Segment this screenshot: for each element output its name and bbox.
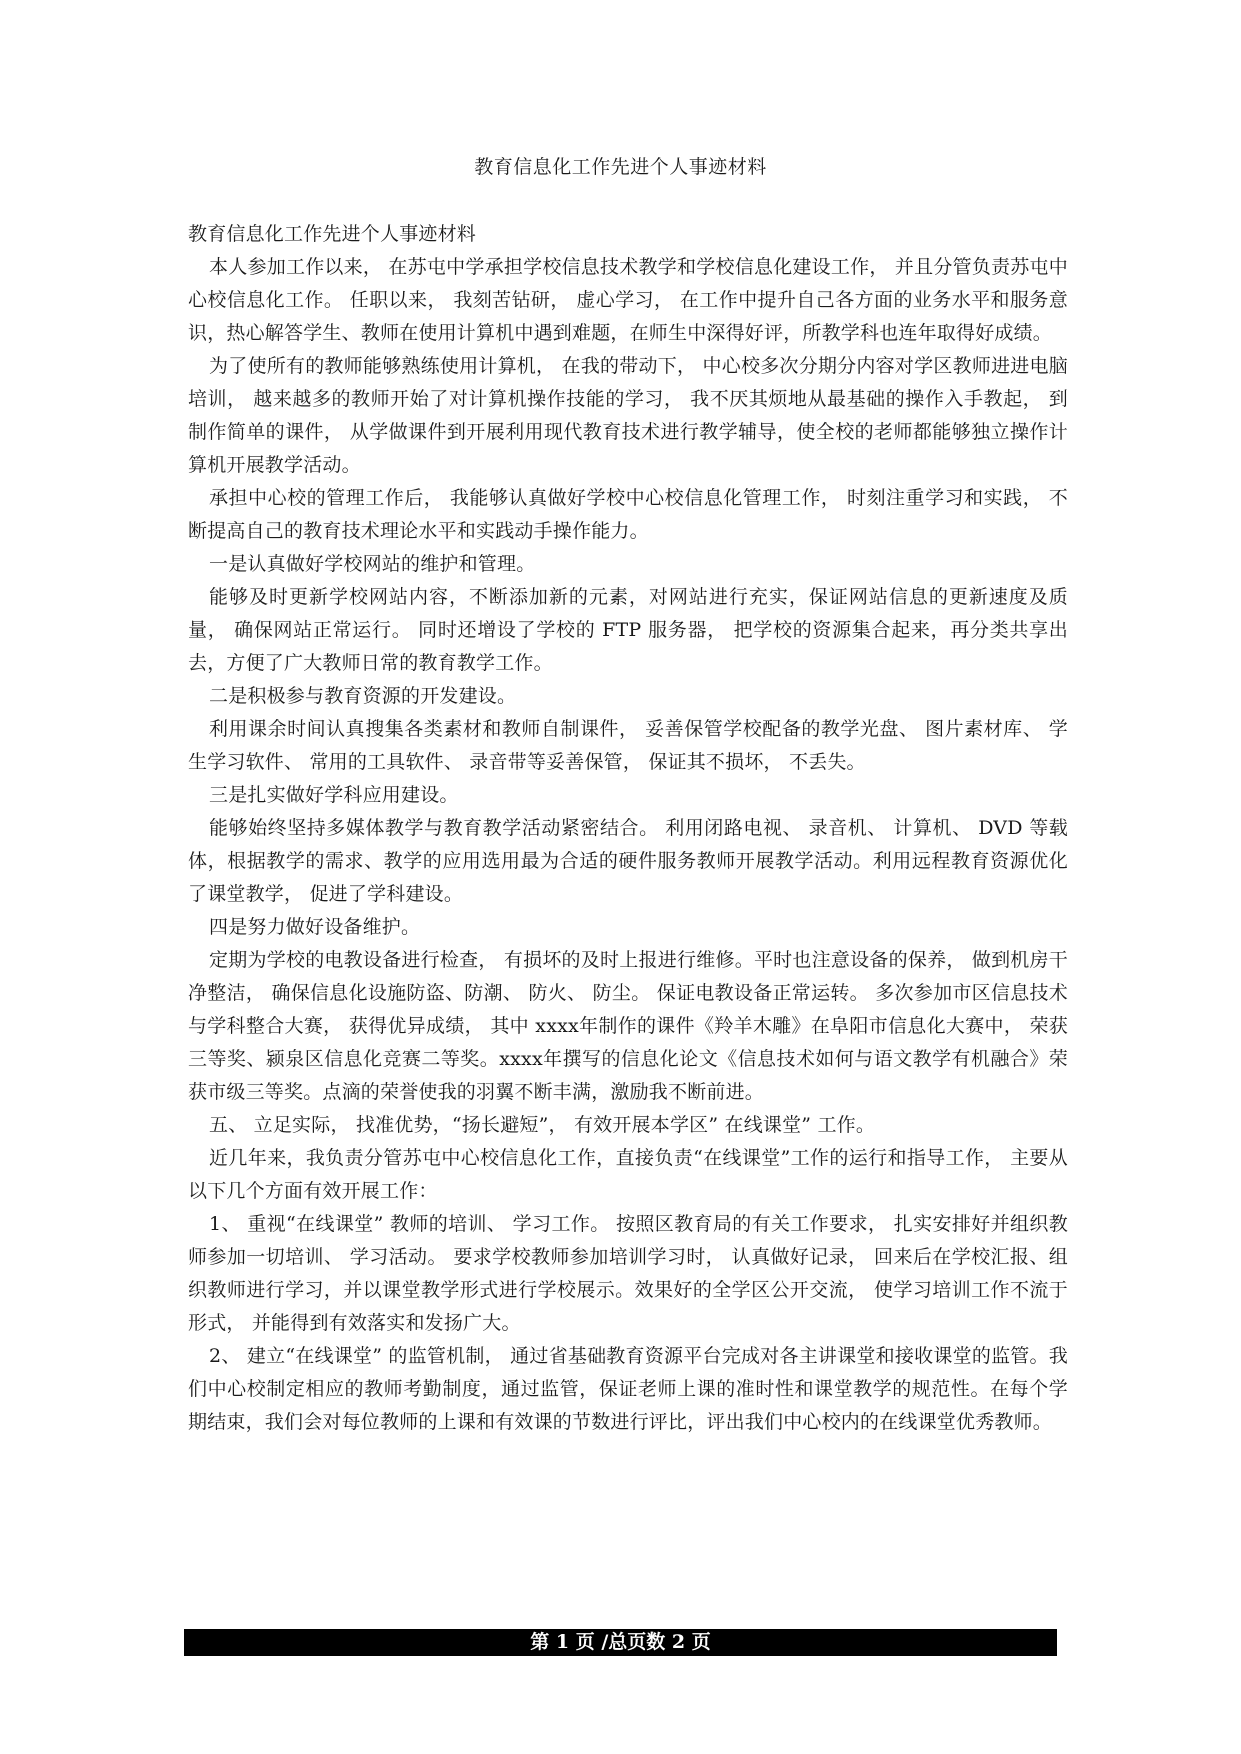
section-heading: 二是积极参与教育资源的开发建设。 <box>209 685 517 707</box>
paragraph: 能够及时更新学校网站内容，不断添加新的元素，对网站进行充实，保证网站信息的更新速度及质量， 确保网站正常运行。 同时还增设了学校的 FTP 服务器， 把学校的资源集合起来，再分类共享出去，方便了广大教师日常的教育教学工作。 <box>188 586 1068 674</box>
page-footer: 第 1 页 /总页数 2 页 <box>184 1629 1057 1656</box>
paragraph: 1、 重视“在线课堂” 教师的培训、 学习工作。 按照区教育局的有关工作要求， 扎实安排好并组织教师参加一切培训、 学习活动。 要求学校教师参加培训学习时， 认真做好记录， 回来后在学校汇报、组织教师进行学习，并以课堂教学形式进行学校展示。效果好的全学区公开交流， 使学习培训工作不流于形式， 并能得到有效落实和发扬广大。 <box>188 1213 1068 1334</box>
section-heading: 三是扎实做好学科应用建设。 <box>209 784 459 806</box>
paragraph: 近几年来，我负责分管苏屯中心校信息化工作，直接负责“在线课堂”工作的运行和指导工作， 主要从以下几个方面有效开展工作： <box>188 1147 1068 1202</box>
paragraph: 本人参加工作以来， 在苏屯中学承担学校信息技术教学和学校信息化建设工作， 并且分管负责苏屯中心校信息化工作。 任职以来， 我刻苦钻研， 虚心学习， 在工作中提升自己各方面的业务水平和服务意识，热心解答学生、教师在使用计算机中遇到难题，在师生中深得好评，所教学科也连年取得好成绩。 <box>188 256 1068 344</box>
paragraph: 利用课余时间认真搜集各类素材和教师自制课件， 妥善保管学校配备的教学光盘、 图片素材库、 学生学习软件、 常用的工具软件、 录音带等妥善保管， 保证其不损坏， 不丢失。 <box>188 718 1068 773</box>
section-heading: 一是认真做好学校网站的维护和管理。 <box>209 553 536 575</box>
document-title: 教育信息化工作先进个人事迹材料 <box>474 156 767 178</box>
paragraph: 为了使所有的教师能够熟练使用计算机， 在我的带动下， 中心校多次分期分内容对学区教师进进电脑培训， 越来越多的教师开始了对计算机操作技能的学习， 我不厌其烦地从最基础的操作入手教起， 到制作简单的课件， 从学做课件到开展利用现代教育技术进行教学辅导，使全校的老师都能够独立操作计算机开展教学活动。 <box>188 355 1068 476</box>
paragraph: 定期为学校的电教设备进行检查， 有损坏的及时上报进行维修。平时也注意设备的保养， 做到机房干净整洁， 确保信息化设施防盗、防潮、 防火、 防尘。 保证电教设备正常运转。 多次参加市区信息技术与学科整合大赛， 获得优异成绩， 其中 xxxx年制作的课件《羚羊木雕》在阜阳市信息化大赛中， 荣获三等奖、颍泉区信息化竞赛二等奖。xxxx年撰写的信息化论文《信息技术如何与语文教学有机融合》荣获市级三等奖。点滴的荣誉使我的羽翼不断丰满，激励我不断前进。 <box>188 949 1068 1103</box>
paragraph: 2、 建立“在线课堂” 的监管机制， 通过省基础教育资源平台完成对各主讲课堂和接收课堂的监管。我们中心校制定相应的教师考勤制度，通过监管，保证老师上课的准时性和课堂教学的规范性。在每个学期结束，我们会对每位教师的上课和有效课的节数进行评比，评出我们中心校内的在线课堂优秀教师。 <box>188 1345 1068 1433</box>
paragraph: 承担中心校的管理工作后， 我能够认真做好学校中心校信息化管理工作， 时刻注重学习和实践， 不断提高自己的教育技术理论水平和实践动手操作能力。 <box>188 487 1068 542</box>
paragraph: 能够始终坚持多媒体教学与教育教学活动紧密结合。 利用闭路电视、 录音机、 计算机、 DVD 等载体，根据教学的需求、教学的应用选用最为合适的硬件服务教师开展教学活动。利用远程教育资源优化了课堂教学， 促进了学科建设。 <box>188 817 1068 905</box>
section-heading: 四是努力做好设备维护。 <box>209 916 421 938</box>
paragraph-heading: 教育信息化工作先进个人事迹材料 <box>188 223 477 245</box>
document-body <box>188 218 1068 1439</box>
section-heading: 五、 立足实际， 找准优势，“扬长避短”， 有效开展本学区” 在线课堂” 工作。 <box>209 1114 876 1136</box>
